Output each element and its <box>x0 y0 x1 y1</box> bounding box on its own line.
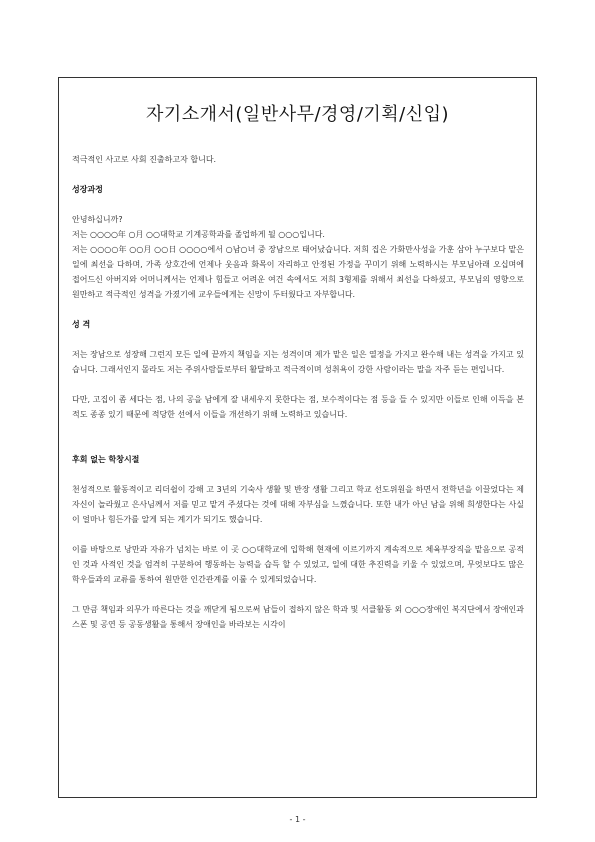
school-paragraph-3: 그 만큼 책임과 의무가 따른다는 것을 깨닫게 됨으로써 남들이 접하지 않은 학과 및 서클활동 외 ○○○장애인 복지단에서 장애인과 스폰 및 공연 등 공동생활을 통해서 장애인을 바라보는 시각이 <box>72 605 524 629</box>
growth-paragraph: 안녕하십니까? 저는 ○○○○年 ○月 ○○대학교 기계공학과를 졸업하게 될 ○○○입니다. 저는 ○○○○年 ○○月 ○○日 ○○○○에서 ○남○녀 중 장남으로 태어났습니다. 저희 집은 가화만사성을 가훈 삼아 누구보다 맡은 일에 최선을 다하며, 가족 상호간에 언제나 웃음과 화목이 자리하고 안정된 가정을 꾸미기 위해 노력하시는 부모님아래 오십며에 접어드신 아버지와 어머니께서는 언제나 힘들고 어려운 여건 속에서도 저희 3형제를 위해서 최선을 다하셨고, 부모님의 영향으로 원만하고 적극적인 성격을 가졌기에 교우들에게는 신망이 두터웠다고 자부합니다. <box>72 215 524 299</box>
section-heading-school: 후회 없는 학창시절 <box>72 455 140 464</box>
school-paragraph-1: 천성적으로 활동적이고 리더쉽이 강해 고 3년의 기숙사 생활 및 반장 생활 그리고 학교 선도위원을 하면서 전학년을 이끌었다는 제 자신이 놀라웠고 은사님께서 저를 믿고 맡겨 주셨다는 것에 대해 자부심을 느꼈습니다. 또한 내가 아닌 남을 위해 희생한다는 사실이 얼마나 힘든가를 알게 되는 계기가 되기도 했습니다. <box>72 485 524 524</box>
intro-text: 적극적인 사고로 사회 진출하고자 합니다. <box>72 155 217 164</box>
personality-paragraph-2: 다만, 고집이 좀 세다는 점, 나의 공을 남에게 잘 내세우지 못한다는 점, 보수적이다는 점 등을 들 수 있지만 이들로 인해 이득을 본적도 종종 있기 때문에 적당한 선에서 이들을 개선하기 위해 노력하고 있습니다. <box>72 395 524 419</box>
page-number: - 1 - <box>289 815 306 824</box>
document-body <box>72 152 524 632</box>
section-heading-personality: 성 격 <box>72 320 91 329</box>
school-paragraph-2: 이를 바탕으로 낭만과 자유가 넘치는 바로 이 곳 ○○대학교에 입학해 현재에 이르기까지 계속적으로 체육부장직을 맡음으로 공적인 것과 사적인 것을 엄격히 구분하여 행동하는 능력을 습득 할 수 있었고, 일에 대한 추진력을 키울 수 있었으며, 무엇보다도 많은 학우들과의 교류를 통하여 원만한 인간관계를 이룰 수 있게되었습니다. <box>72 545 524 584</box>
document-title: 자기소개서(일반사무/경영/기획/신입) <box>145 104 450 125</box>
section-heading-growth: 성장과정 <box>72 185 103 194</box>
personality-paragraph-1: 저는 장남으로 성장해 그런지 모든 일에 끝까지 책임을 지는 성격이며 제가 맡은 일은 열정을 가지고 완수해 내는 성격을 가지고 있습니다. 그래서인지 몰라도 저는 주위사람들로부터 활달하고 적극적이며 성취욕이 강한 사람이라는 말을 자주 듣는 편입니다. <box>72 350 524 374</box>
